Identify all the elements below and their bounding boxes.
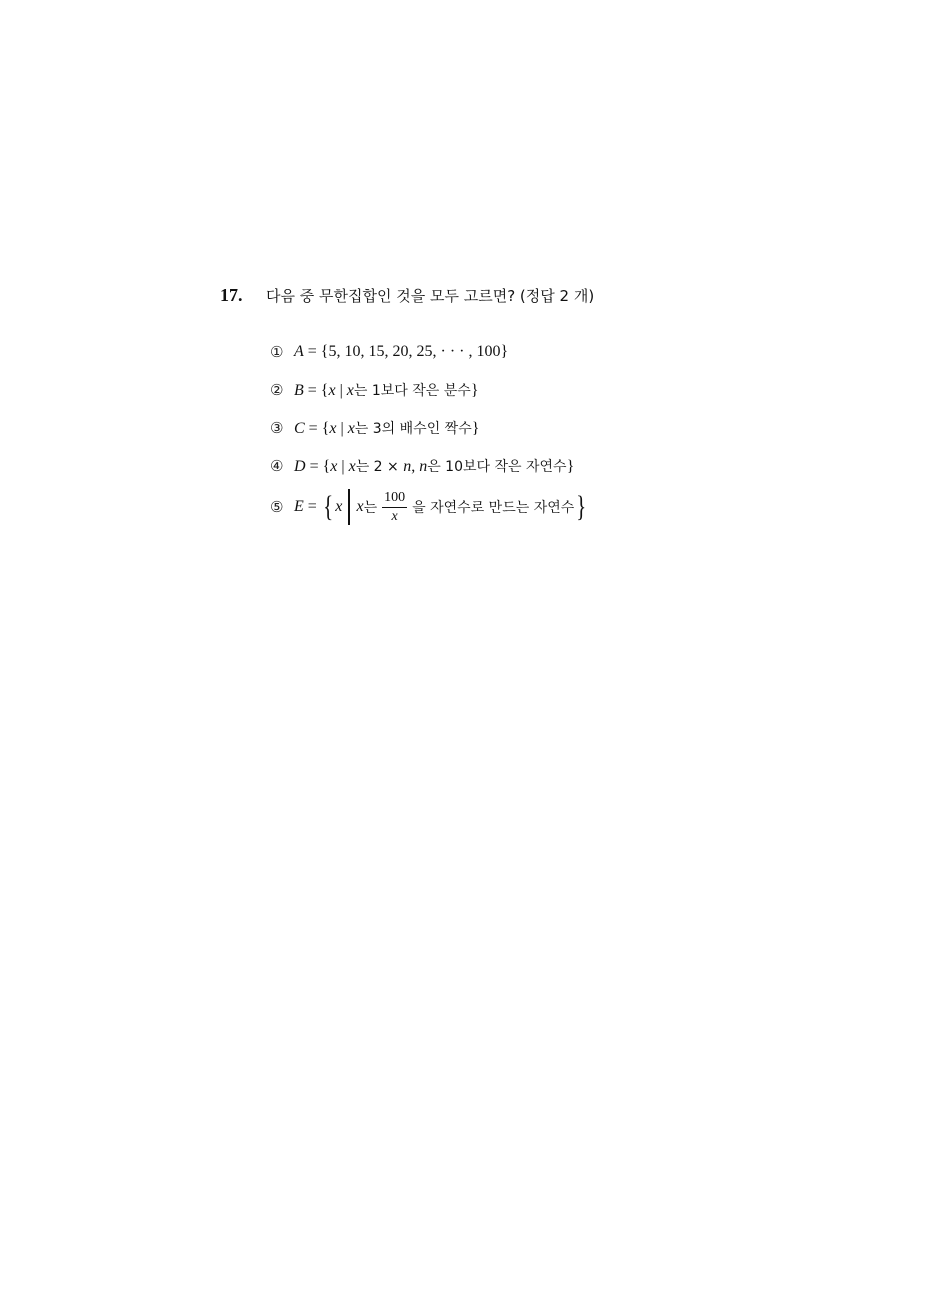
set-close: }: [566, 458, 575, 475]
element-variable: x: [348, 458, 356, 475]
element-variable: x: [346, 382, 354, 399]
n-variable: n: [419, 458, 428, 475]
set-open-brace: {: [322, 490, 334, 523]
choice-4[interactable]: [270, 447, 589, 485]
set-variable: A: [294, 343, 304, 360]
fraction-denominator: x: [391, 508, 398, 524]
element-variable: x: [356, 498, 364, 515]
set-bar: |: [337, 458, 349, 475]
choice-expression: [294, 343, 508, 361]
set-equals: =: [303, 498, 321, 515]
set-condition-part-2: 을 자연수로 만드는 자연수: [412, 500, 575, 516]
fraction-numerator: 100: [382, 490, 407, 508]
set-open: = {: [305, 458, 331, 475]
choice-5[interactable]: [270, 485, 589, 529]
set-open: = {: [304, 420, 330, 437]
question-text: 다음 중 무한집합인 것을 모두 고르면? (정답 2 개): [266, 287, 595, 305]
set-elements: = {5, 10, 15, 20, 25, · · · , 100}: [303, 343, 509, 360]
set-condition-part-1: 는: [363, 500, 378, 516]
question-number: 17.: [220, 285, 243, 305]
element-variable: x: [330, 458, 338, 475]
set-bar: |: [336, 420, 348, 437]
element-variable: x: [329, 420, 337, 437]
n-variable: n: [403, 458, 412, 475]
choice-expression: [294, 489, 589, 525]
set-variable: D: [294, 458, 306, 475]
set-condition-part-2: 은 10보다 작은 자연수: [427, 459, 567, 475]
set-close: }: [471, 420, 480, 437]
choice-marker: ⑤: [270, 498, 284, 516]
choice-expression: [294, 380, 479, 400]
set-variable: E: [294, 498, 304, 515]
choice-expression: [294, 418, 479, 438]
set-variable: B: [294, 382, 304, 399]
separator: ,: [411, 458, 420, 475]
set-close: }: [470, 382, 479, 399]
question-17: [220, 283, 900, 524]
set-variable: C: [294, 420, 305, 437]
choice-marker: ①: [270, 343, 284, 361]
element-variable: x: [347, 420, 355, 437]
fraction: [382, 490, 407, 525]
choice-marker: ③: [270, 419, 284, 437]
choice-marker: ②: [270, 381, 284, 399]
set-condition: 는 3의 배수인 짝수: [354, 421, 472, 437]
element-variable: x: [335, 498, 343, 515]
element-variable: x: [328, 382, 336, 399]
question-header: [220, 283, 900, 308]
choice-3[interactable]: [270, 409, 589, 447]
choice-list: [270, 333, 589, 529]
set-condition-part-1: 는 2 ×: [355, 459, 404, 475]
set-condition: 는 1보다 작은 분수: [353, 383, 471, 399]
set-close-brace: }: [576, 490, 587, 523]
choice-1[interactable]: [270, 333, 589, 371]
set-bar: |: [335, 382, 347, 399]
choice-marker: ④: [270, 457, 284, 475]
choice-2[interactable]: [270, 371, 589, 409]
set-open: = {: [303, 382, 329, 399]
set-bar: [348, 489, 349, 525]
choice-expression: [294, 456, 574, 476]
